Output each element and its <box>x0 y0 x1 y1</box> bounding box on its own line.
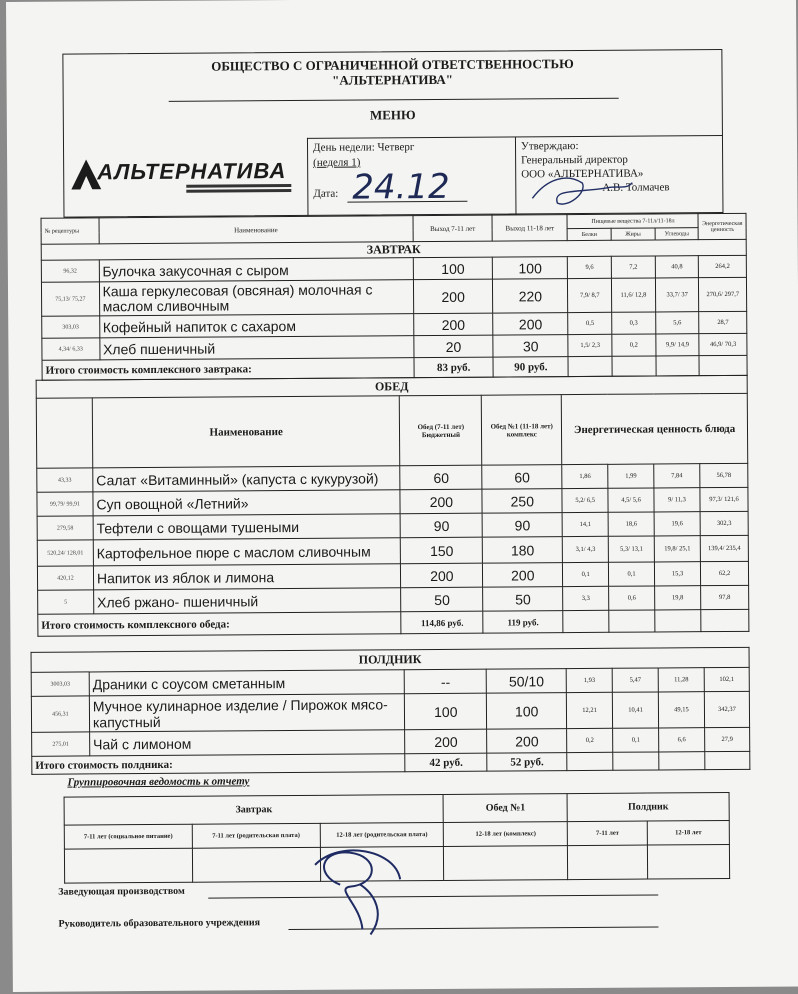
dish-name: Булочка закусочная с сыром <box>99 258 414 282</box>
output-1: 200 <box>414 313 493 336</box>
carb: 40,8 <box>655 256 699 278</box>
summary-breakfast: Завтрак <box>64 794 444 825</box>
carb: 19,6 <box>654 512 700 536</box>
section-snack: ПОЛДНИК <box>31 647 749 672</box>
output-1: 50 <box>401 587 483 612</box>
summary-sub-5: 7-11 лет <box>567 821 647 846</box>
protein: 1,93 <box>566 668 612 692</box>
recipe-code: 96,32 <box>41 260 99 282</box>
carb: 6,6 <box>659 728 705 752</box>
director-label: Руководитель образовательного учреждения <box>58 917 261 930</box>
recipe-code: 5 <box>38 590 94 614</box>
lunch-total-1: 114,86 руб. <box>401 611 483 634</box>
protein: 3,3 <box>563 586 609 610</box>
col-fat: Жиры <box>611 228 655 240</box>
lunch-total-2: 119 руб. <box>483 611 563 634</box>
protein: 0,1 <box>563 562 609 586</box>
lunch-table <box>36 375 750 637</box>
carb: 49,15 <box>658 692 704 728</box>
output-2: 50 <box>483 587 563 612</box>
lunch-col-name: Наименование <box>92 396 400 468</box>
output-1: 200 <box>401 563 483 588</box>
recipe-code: 303,03 <box>42 316 100 338</box>
summary-sub-2: 7-11 лет (родительская плата) <box>192 823 320 848</box>
lunch-col-output-1: Обед (7-11 лет) Бюджетный <box>400 395 482 466</box>
summary-title: Группировочная ведомость к отчету <box>67 775 250 789</box>
org-line1: ОБЩЕСТВО С ОГРАНИЧЕННОЙ ОТВЕТСТВЕННОСТЬЮ <box>211 56 574 74</box>
head-of-production-label: Заведующая производством <box>58 885 185 898</box>
lunch-col-energy: Энергетическая ценность блюда <box>561 393 747 464</box>
col-energy: Энергетическая ценность <box>698 213 746 239</box>
approve-org: ООО «АЛЬТЕРНАТИВА» <box>521 167 644 181</box>
summary-sub-4: 12-18 лет (комплекс) <box>444 822 568 847</box>
protein: 1,5/ 2,3 <box>568 334 612 356</box>
carb: 11,28 <box>658 668 704 692</box>
snack-total-1: 42 руб. <box>405 753 487 772</box>
output-2: 90 <box>482 513 562 538</box>
recipe-code: 520,24/ 128,01 <box>37 540 93 566</box>
energy: 27,9 <box>705 727 750 751</box>
carb: 7,84 <box>654 464 700 488</box>
dish-name: Хлеб пшеничный <box>99 336 414 360</box>
dish-name: Каша геркулесовая (овсяная) молочная с маслом сливочным <box>99 280 414 316</box>
section-lunch: ОБЕД <box>36 375 747 398</box>
fat: 5,3/ 13,1 <box>608 536 654 562</box>
fat: 11,6/ 12,8 <box>612 278 656 312</box>
output-1: 90 <box>401 513 483 538</box>
energy: 342,37 <box>704 691 749 727</box>
energy: 264,2 <box>699 255 747 277</box>
protein: 3,1/ 4,3 <box>562 536 608 562</box>
recipe-code: 279,58 <box>37 516 93 540</box>
dish-name: Чай с лимоном <box>90 730 406 756</box>
col-protein: Белки <box>568 228 612 240</box>
output-2: 200 <box>483 563 563 588</box>
dish-name: Картофельное пюре с маслом сливочным <box>93 538 401 566</box>
carb: 5,6 <box>655 312 699 334</box>
col-carb: Углеводы <box>655 228 699 240</box>
recipe-code: 420,12 <box>37 566 93 590</box>
dish-name: Салат «Витаминный» (капуста с кукурузой) <box>93 466 401 492</box>
snack-table <box>31 647 751 775</box>
output-1: 150 <box>401 537 483 564</box>
protein: 1,86 <box>562 464 608 488</box>
date-value: 24.12 <box>352 166 450 208</box>
breakfast-table <box>41 213 748 381</box>
protein: 7,9/ 8,7 <box>568 278 612 312</box>
snack-total-label: Итого стоимость полдника: <box>32 754 406 775</box>
output-2: 200 <box>493 313 568 336</box>
output-1: 100 <box>413 257 492 280</box>
output-2: 200 <box>487 729 567 754</box>
output-1: 60 <box>400 465 482 490</box>
org-line2: "АЛЬТЕРНАТИВА" <box>332 71 453 88</box>
output-2: 100 <box>487 693 567 730</box>
fat: 0,1 <box>609 562 655 586</box>
approve-position: Генеральный директор <box>521 153 628 167</box>
output-1: 100 <box>405 693 487 730</box>
fat: 10,41 <box>612 692 658 728</box>
col-name: Наименование <box>99 216 414 244</box>
protein: 5,2/ 6,5 <box>562 488 608 512</box>
fat: 1,99 <box>608 464 654 488</box>
breakfast-total-label: Итого стоимость комплексного завтрака: <box>42 358 414 381</box>
summary-snack: Полдник <box>567 792 729 821</box>
dish-name: Кофейный напиток с сахаром <box>99 314 414 338</box>
carb: 33,7/ 37 <box>655 278 699 312</box>
recipe-code: 3003,03 <box>31 672 89 696</box>
output-1: 200 <box>405 729 487 754</box>
fat: 0,1 <box>613 728 659 752</box>
output-2: 60 <box>482 465 562 490</box>
output-1: -- <box>405 669 487 694</box>
fat: 18,6 <box>608 512 654 536</box>
energy: 56,78 <box>700 463 748 487</box>
dish-name: Драники с соусом сметанным <box>89 670 405 696</box>
energy: 28,7 <box>699 311 747 333</box>
menu-title: МЕНЮ <box>369 107 416 123</box>
carb: 19,8 <box>655 586 701 610</box>
output-1: 200 <box>400 489 482 514</box>
dish-name: Мучное кулинарное изделие / Пирожок мясо-капустный <box>89 694 405 732</box>
energy: 139,4/ 235,4 <box>700 535 748 561</box>
lunch-total-label: Итого стоимость комплексного обеда: <box>38 612 402 637</box>
energy: 97,3/ 121,6 <box>700 487 748 511</box>
col-recipe-no: № рецептуры <box>41 218 99 244</box>
approve-label: Утверждаю: <box>520 140 579 153</box>
logo-text: АЛЬТЕРНАТИВА <box>97 158 287 185</box>
company-logo <box>71 152 291 204</box>
output-2: 220 <box>493 279 568 314</box>
carb: 19,8/ 25,1 <box>654 536 700 562</box>
dish-name: Тефтели с овощами тушеными <box>93 514 401 540</box>
dish-name: Напиток из яблок и лимона <box>93 564 401 590</box>
week-label: (неделя 1) <box>313 156 361 169</box>
output-1: 200 <box>413 279 492 314</box>
energy: 102,1 <box>704 667 749 691</box>
summary-sub-3: 12-18 лет (родительская плата) <box>320 822 444 847</box>
energy: 270,6/ 297,7 <box>699 277 747 311</box>
protein: 12,21 <box>567 692 613 728</box>
energy: 97,8 <box>701 585 749 609</box>
recipe-code: 275,01 <box>32 732 90 756</box>
recipe-code: 43,33 <box>37 468 93 492</box>
menu-sheet <box>6 0 798 992</box>
fat: 0,3 <box>612 312 656 334</box>
section-breakfast: ЗАВТРАК <box>41 239 746 260</box>
approve-name: А.В. Толмачев <box>602 181 670 194</box>
output-1: 20 <box>414 335 493 358</box>
fat: 4,5/ 5,6 <box>608 488 654 512</box>
table-row <box>31 691 749 732</box>
output-2: 30 <box>493 335 568 358</box>
protein: 9,6 <box>568 256 612 278</box>
energy: 62,2 <box>700 561 748 585</box>
recipe-code: 456,31 <box>31 696 89 732</box>
recipe-code: 75,13/ 75,27 <box>41 282 99 316</box>
output-2: 50/10 <box>486 669 566 694</box>
head-signature-line <box>208 894 658 898</box>
protein: 14,1 <box>562 512 608 536</box>
output-2: 250 <box>482 489 562 514</box>
carb: 9,9/ 14,9 <box>656 334 700 356</box>
protein: 0,2 <box>567 728 613 752</box>
carb: 15,3 <box>654 562 700 586</box>
energy: 46,9/ 70,3 <box>699 333 747 355</box>
col-output-1: Выход 7-11 лет <box>413 215 492 242</box>
table-row <box>41 277 746 316</box>
dish-name: Суп овощной «Летний» <box>93 490 401 516</box>
recipe-code: 4,34/ 6,33 <box>42 338 100 360</box>
protein: 0,5 <box>568 312 612 334</box>
output-2: 100 <box>492 257 567 280</box>
fat: 7,2 <box>611 256 655 278</box>
fat: 5,47 <box>612 668 658 692</box>
snack-total-2: 52 руб. <box>487 753 567 772</box>
carb: 9/ 11,3 <box>654 488 700 512</box>
summary-lunch: Обед №1 <box>443 794 567 823</box>
summary-sub-1: 7-11 лет (социальное питание) <box>64 824 192 849</box>
output-2: 180 <box>483 537 563 564</box>
energy: 302,3 <box>700 511 748 535</box>
date-label: Дата: <box>313 187 339 200</box>
breakfast-total-1: 83 руб. <box>414 357 493 378</box>
director-signature <box>527 168 637 219</box>
fat: 0,2 <box>612 334 656 356</box>
col-nutrients: Пищевые вещества 7-11л/11-18л <box>567 214 698 229</box>
col-output-2: Выход 11-18 лет <box>492 215 567 242</box>
lunch-col-output-2: Обед №1 (11-18 лет) комплекс <box>482 395 562 466</box>
breakfast-total-2: 90 руб. <box>493 357 568 378</box>
fat: 0,6 <box>609 586 655 610</box>
recipe-code: 99,79/ 99,91 <box>37 492 93 516</box>
dish-name: Хлеб ржано- пшеничный <box>94 588 402 614</box>
handwritten-signature <box>300 844 411 940</box>
day-label: День недели: Четверг <box>312 141 415 154</box>
summary-sub-6: 12-18 лет <box>647 820 729 845</box>
